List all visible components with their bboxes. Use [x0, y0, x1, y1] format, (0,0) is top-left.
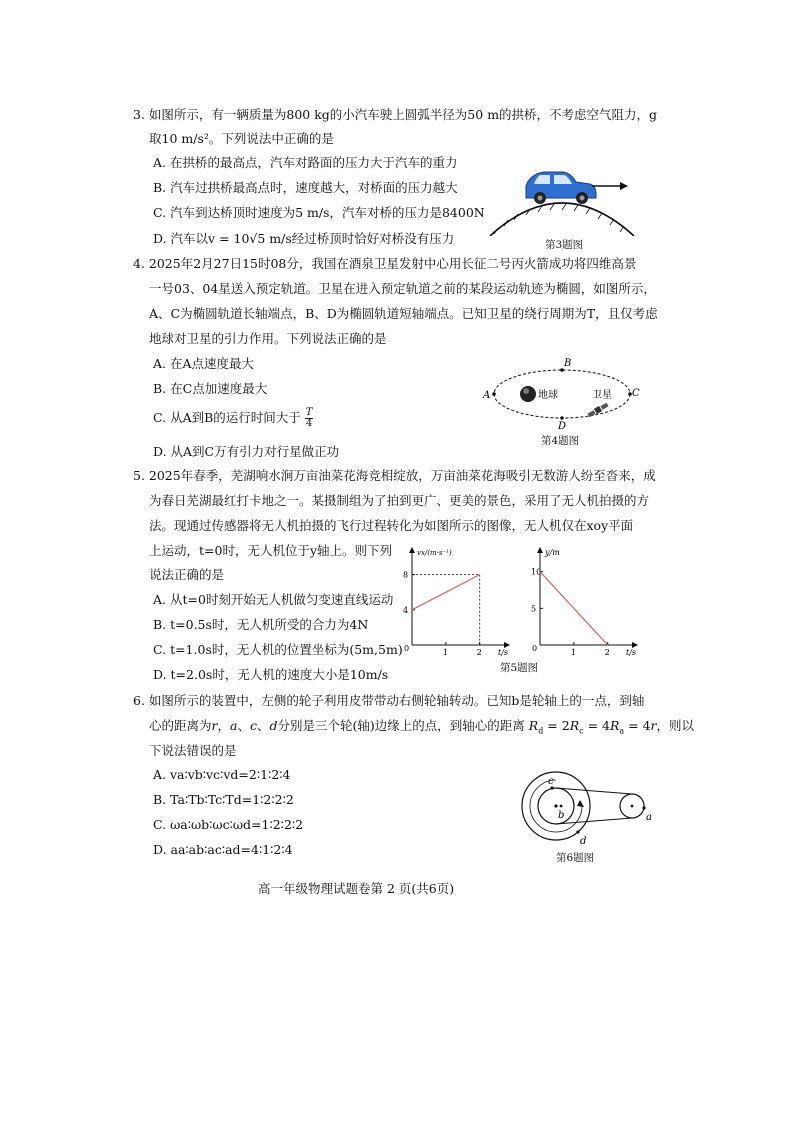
- q6-label-c: c: [548, 776, 554, 787]
- chart1-y-tick-label: 10: [531, 567, 542, 577]
- q5-chart-y-t: [528, 545, 640, 657]
- q6-figure-belt-wheels: [508, 766, 658, 848]
- q3-option-b: B. 汽车过拱桥最高点时，速度越大，对桥面的压力越大: [153, 180, 458, 195]
- q5-chart-vx-t: [400, 545, 512, 657]
- q6-stem-line3: 下说法错误的是: [149, 743, 237, 758]
- q4-label-satellite: 卫星: [592, 390, 612, 401]
- q6-label-d: d: [580, 836, 587, 847]
- q5-stem-line3: 法。现通过传感器将无人机拍摄的飞行过程转化为如图所示的图像，无人机仅在xoy平面: [149, 518, 634, 533]
- chart1-x-label: t/s: [626, 648, 637, 657]
- chart0-y-label: vx/(m·s⁻¹): [417, 549, 452, 557]
- q4-figure-orbit: [480, 356, 640, 430]
- q3-figure-bridge-car: [478, 156, 638, 236]
- chart0-x-tick-label: 1: [442, 648, 448, 657]
- car-icon: [526, 172, 596, 204]
- q5-stem-line1: 5. 2025年春季，芜湖响水涧万亩油菜花海竞相绽放，万亩油菜花海吸引无数游人纷至沓来，成: [133, 468, 656, 483]
- q4-label-b: B: [564, 358, 572, 369]
- q3-caption: 第3题图: [545, 239, 584, 251]
- q6-label-b: b: [558, 810, 565, 821]
- chart0-x-label: t/s: [498, 648, 509, 657]
- q6-stem-line1: 6. 如图所示的装置中，左侧的轮子利用皮带带动右侧轮轴转动。已知b是轮轴上的一点，到轴: [133, 693, 645, 708]
- q4-label-d: D: [558, 421, 567, 430]
- q6-option-d: D. aa∶ab∶ac∶ad=4∶1∶2∶4: [153, 842, 293, 857]
- chart0-x-tick-label: 2: [476, 648, 482, 657]
- chart0-series-line: [412, 575, 480, 610]
- q5-stem-line4: 上运动，t=0时，无人机位于y轴上。则下列: [149, 543, 393, 558]
- chart1-y-label: y/m: [545, 548, 560, 557]
- q3-option-d: D. 汽车以v = 10√5 m/s经过桥顶时恰好对桥没有压力: [153, 231, 455, 246]
- q5-option-b: B. t=0.5s时，无人机所受的合力为4N: [153, 617, 369, 632]
- q3-option-c: C. 汽车到达桥顶时速度为5 m/s，汽车对桥的压力是8400N: [153, 205, 485, 220]
- q4-label-earth: 地球: [538, 390, 558, 401]
- chart1-x-tick-label: 1: [570, 648, 576, 657]
- q4-caption: 第4题图: [541, 435, 580, 447]
- q6-label-a: a: [646, 812, 652, 823]
- q3-option-a: A. 在拱桥的最高点，汽车对路面的压力大于汽车的重力: [153, 155, 458, 170]
- q4-stem-line2: 一号03、04星送入预定轨道。卫星在进入预定轨道之前的某段运动轨迹为椭圆，如图所示，: [149, 281, 656, 296]
- q3-stem-line2: 取10 m/s²。下列说法中正确的是: [149, 131, 334, 146]
- page-footer: 高一年级物理试题卷第 2 页(共6页): [258, 881, 455, 896]
- chart1-origin: 0: [532, 644, 538, 653]
- q4-stem-line4: 地球对卫星的引力作用。下列说法正确的是: [149, 331, 387, 346]
- q4-label-c: C: [632, 388, 640, 399]
- q5-caption: 第5题图: [500, 662, 539, 674]
- q4-option-a: A. 在A点速度最大: [153, 356, 255, 371]
- q6-option-a: A. va∶vb∶vc∶vd=2∶1∶2∶4: [153, 767, 291, 782]
- q5-option-d: D. t=2.0s时，无人机的速度大小是10m/s: [153, 667, 389, 682]
- chart0-y-tick-label: 8: [403, 570, 409, 580]
- q5-stem-line5: 说法正确的是: [149, 567, 225, 582]
- q4-stem-line1: 4. 2025年2月27日15时08分，我国在酒泉卫星发射中心用长征二号丙火箭成功将四维高景: [133, 256, 637, 271]
- q6-option-c: C. ωa∶ωb∶ωc∶ωd=1∶2∶2∶2: [153, 817, 304, 832]
- q4-option-c-text: C. 从A到B的运行时间大于: [153, 410, 301, 425]
- q4-option-c: [153, 408, 313, 429]
- q6-caption: 第6题图: [556, 852, 595, 864]
- q4-option-b: B. 在C点加速度最大: [153, 381, 268, 396]
- q6-stem-line2: 心的距离为r，a、c、d分别是三个轮(轴)边缘上的点，到轴心的距离 $R_d = 2R_c = 4R_a = 4r$，则以: [149, 718, 695, 736]
- q5-stem-line2: 为春日芜湖最红打卡地之一。某摄制组为了拍到更广、更美的景色，采用了无人机拍摄的方: [149, 493, 650, 508]
- q4-option-d: D. 从A到C万有引力对行星做正功: [153, 444, 340, 459]
- q4-stem-line3: A、C为椭圆轨道长轴端点，B、D为椭圆轨道短轴端点。已知卫星的绕行周期为T，且仅考虑: [149, 306, 658, 321]
- q3-stem-line1: 3. 如图所示，有一辆质量为800 kg的小汽车驶上圆弧半径为50 m的拱桥，不考虑空气阻力，g: [133, 107, 658, 122]
- satellite-icon: [587, 402, 609, 418]
- q5-option-a: A. 从t=0时刻开始无人机做匀变速直线运动: [153, 592, 394, 607]
- q4-label-a: A: [483, 390, 491, 401]
- chart1-x-tick-label: 2: [604, 648, 610, 657]
- q6-option-b: B. Ta∶Tb∶Tc∶Td=1∶2∶2∶2: [153, 792, 294, 807]
- chart0-y-tick-label: 4: [403, 605, 409, 615]
- q4-option-c-fraction: $\frac{T}{4}$: [305, 407, 313, 429]
- chart0-origin: 0: [404, 644, 410, 653]
- chart1-y-tick-label: 5: [531, 604, 537, 614]
- chart1-series-line: [540, 572, 608, 645]
- q5-option-c: C. t=1.0s时，无人机的位置坐标为(5m,5m): [153, 642, 403, 657]
